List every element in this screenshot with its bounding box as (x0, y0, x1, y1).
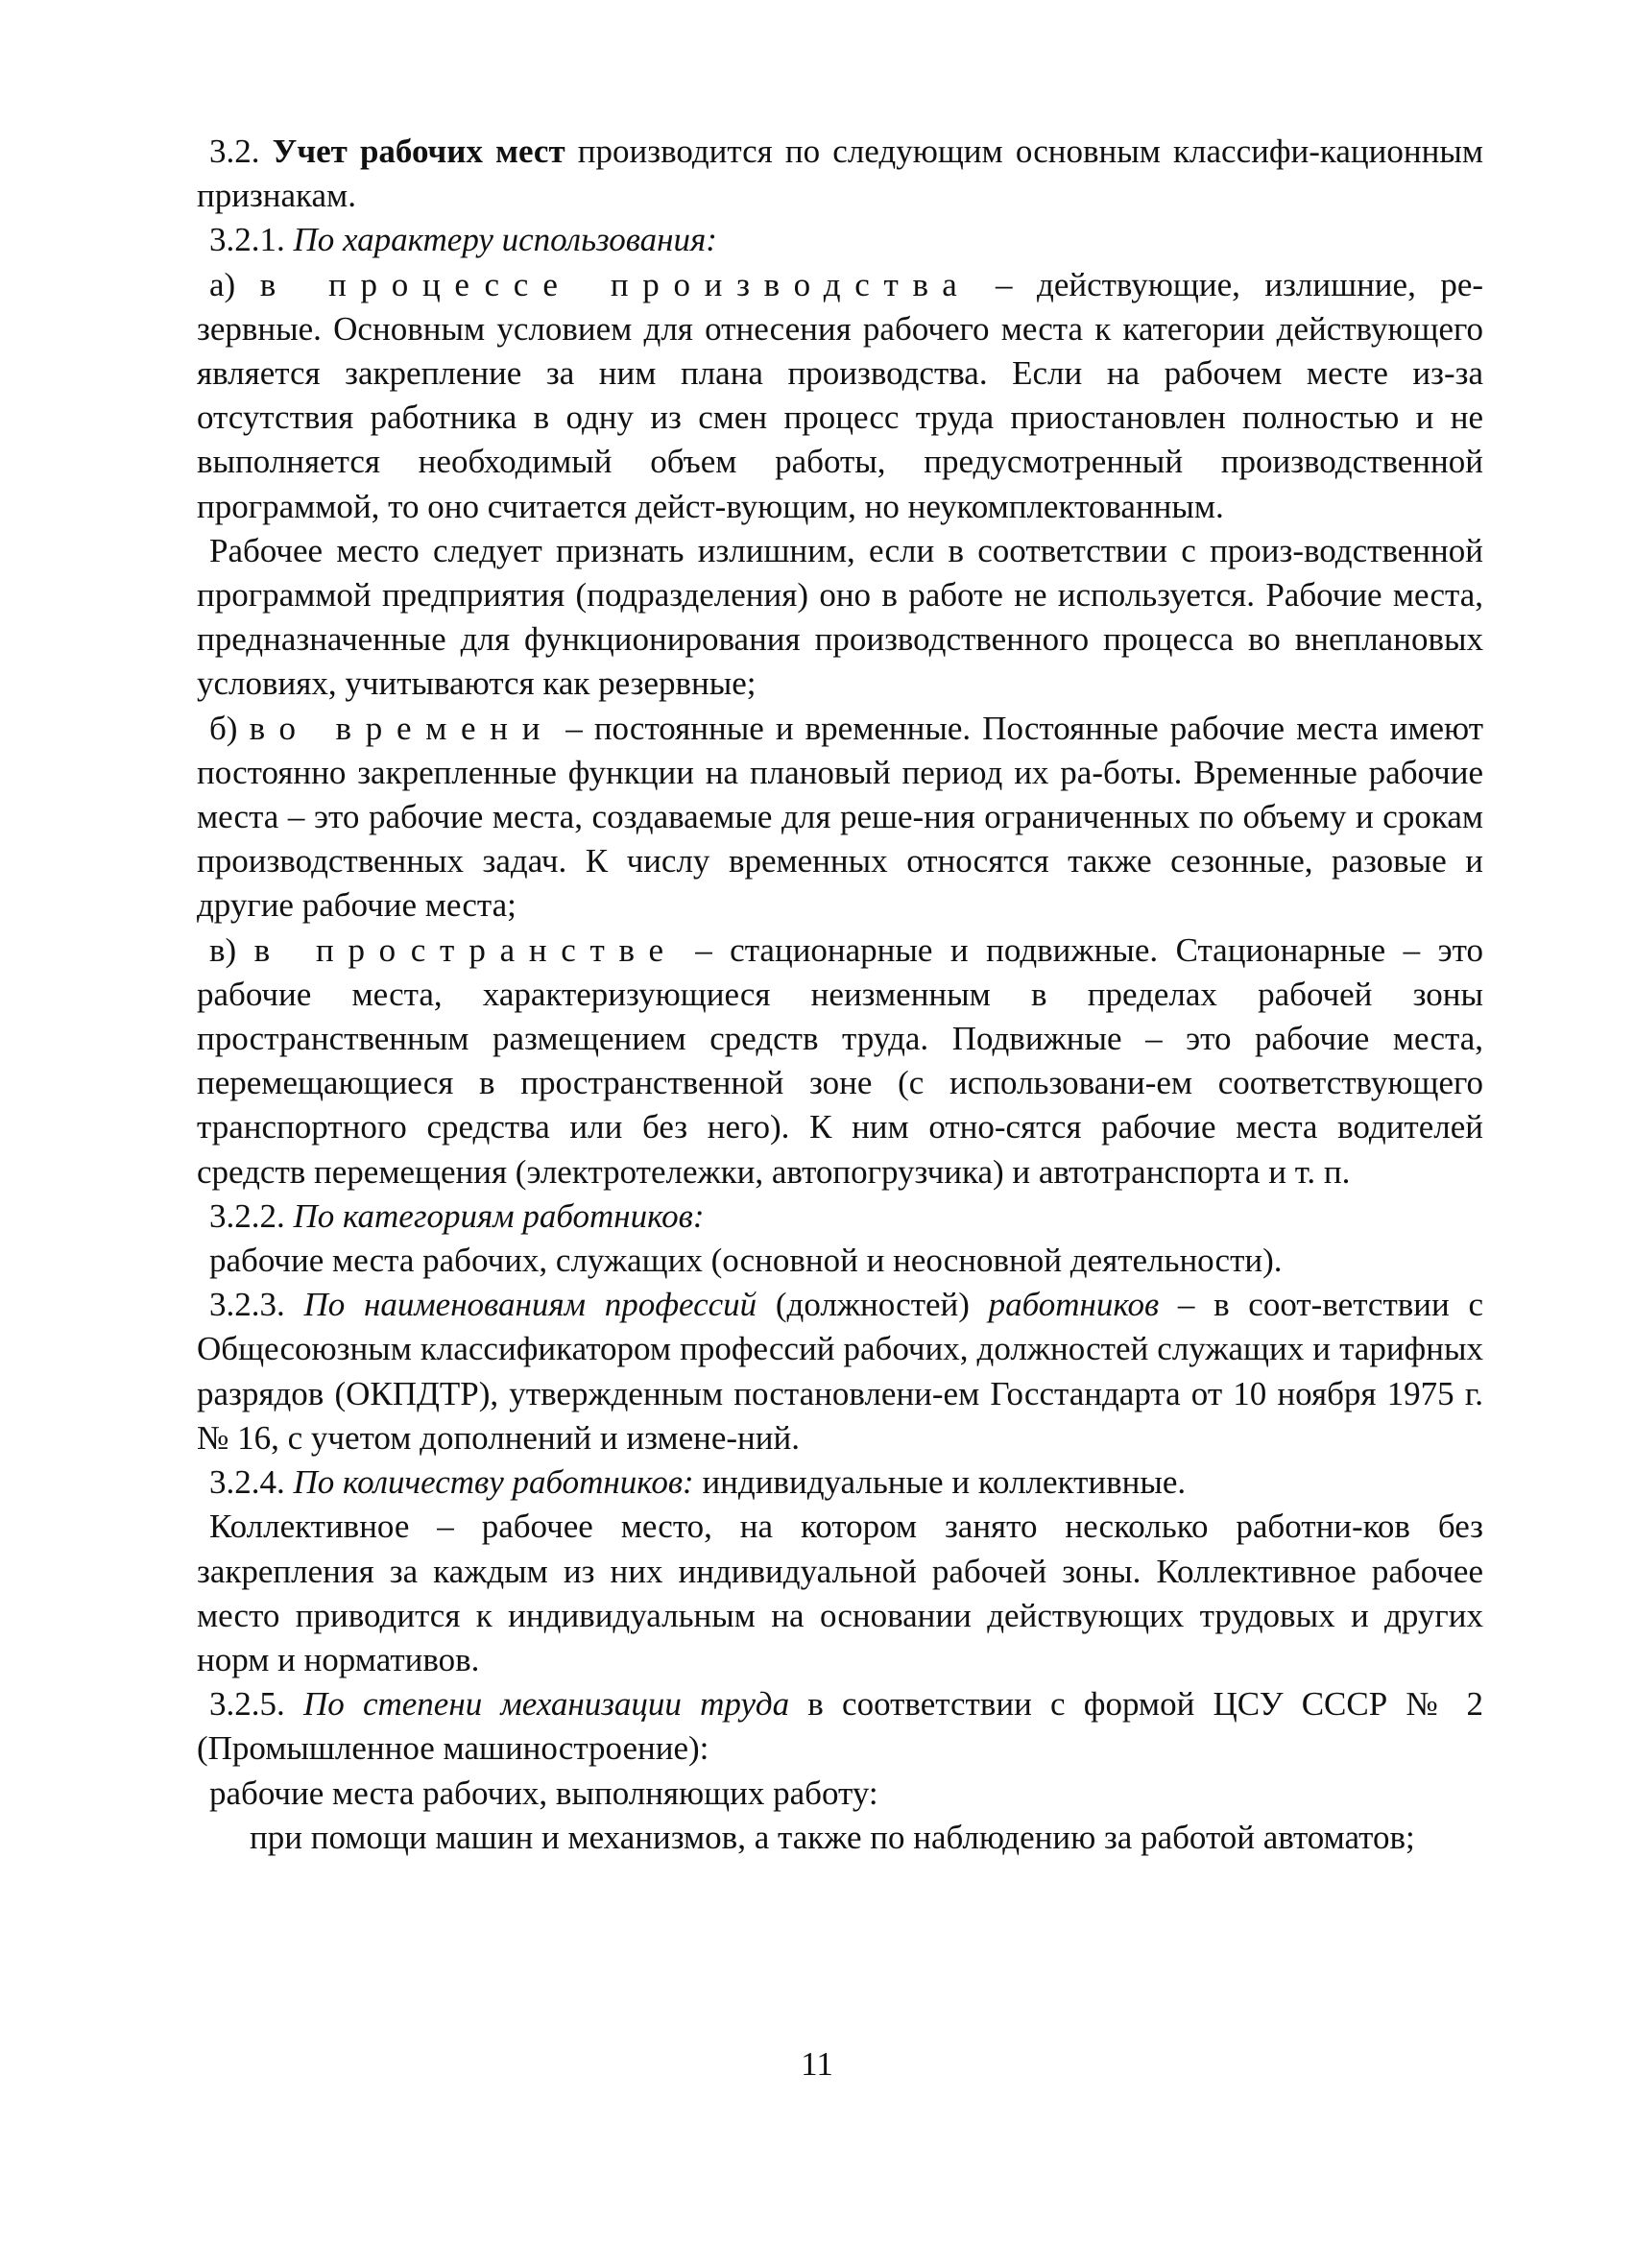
italic-heading: По категориям работников: (293, 1196, 705, 1235)
italic-heading: По степени механизации труда (302, 1685, 790, 1724)
paragraph-3-2: 3.2. Учет рабочих мест производится по следующим основным классифи-кационным признакам. (197, 133, 1483, 215)
bold-term: Учет рабочих мест (272, 133, 565, 170)
italic-heading: По количеству работников: (293, 1463, 694, 1502)
page-number: 11 (801, 2045, 833, 2083)
paragraph-collective: Коллективное – рабочее место, на котором занято несколько работни-ков без закрепления за каждым из них индивидуальной рабочей зоны. Коллективное рабочее место приводится к индивидуальным на основании действующих трудовых и других норм и нормативов. (197, 1508, 1483, 1678)
paragraph-surplus: Рабочее место следует признать излишним, если в соответствии с произ-водственной программой предприятия (подразделения) оно в работе не используется. Рабочие места, предназначенные для функционирования производственного процесса во внеплановых условиях, учитываются как резервные; (197, 531, 1483, 703)
spaced-term: в пространстве (253, 930, 678, 969)
item-b-time: б) во времени – постоянные и временные. Постоянные рабочие места имеют постоянно закрепленные функции на плановый период их ра-боты. Временные рабочие места – это рабочие места, создаваемые для реше-ния ограниченных по объему и срокам производственных задач. К числу временных относятся также сезонные, разовые и другие рабочие места; (197, 709, 1484, 925)
section-3-2-3: 3.2.3. По наименованиям профессий (должностей) работников – в соот-ветствии с Общесоюзным классификатором профессий рабочих, должностей служащих и тарифных разрядов (ОКПДТР), утвержденным постановлени-ем Госстандарта от 10 ноября 1975 г. № 16, с учетом дополнений и измене-ний. (197, 1286, 1483, 1457)
paragraph-machines: при помощи машин и механизмов, а также по наблюдению за работой автоматов; (250, 1818, 1415, 1856)
spaced-term: в процессе производства (259, 265, 972, 303)
section-3-2-2-heading: 3.2.2. По категориям работников: (209, 1196, 705, 1235)
section-3-2-1-heading: 3.2.1. По характеру использования: (209, 221, 717, 259)
italic-heading: По характеру использования: (293, 221, 717, 259)
spaced-term: во времени (249, 709, 555, 747)
paragraph-categories: рабочие места рабочих, служащих (основной и неосновной деятельности). (209, 1242, 1283, 1280)
italic-heading: По наименованиям профессий (303, 1286, 757, 1324)
item-c-space: в) в пространстве – стационарные и подвижные. Стационарные – это рабочие места, характеризующиеся неизменным в пределах рабочей зоны пространственным размещением средств труда. Подвижные – это рабочие места, перемещающиеся в пространственной зоне (с использовани-ем соответствующего транспортного средства или без него). К ним отно-сятся рабочие места водителей средств перемещения (электротележки, автопогрузчика) и автотранспорта и т. п. (197, 930, 1483, 1191)
italic-term: работников (988, 1286, 1160, 1324)
item-a-production: а) в процессе производства – действующие, излишние, ре-зервные. Основным условием для отнесения рабочего места к категории действующего является закрепление за ним плана производства. Если на рабочем месте из-за отсутствия работника в одну из смен процесс труда приостановлен полностью и не выполняется необходимый объем работы, предусмотренный производственной программой, то оно считается дейст-вующим, но неукомплектованным. (197, 265, 1484, 525)
document-page (197, 130, 1483, 1860)
section-3-2-5: 3.2.5. По степени механизации труда в соответствии с формой ЦСУ СССР № 2 (Промышленное машиностроение): (197, 1685, 1483, 1768)
paragraph-workers: рабочие места рабочих, выполняющих работу: (209, 1773, 878, 1812)
section-3-2-4: 3.2.4. По количеству работников: индивидуальные и коллективные. (209, 1463, 1187, 1502)
